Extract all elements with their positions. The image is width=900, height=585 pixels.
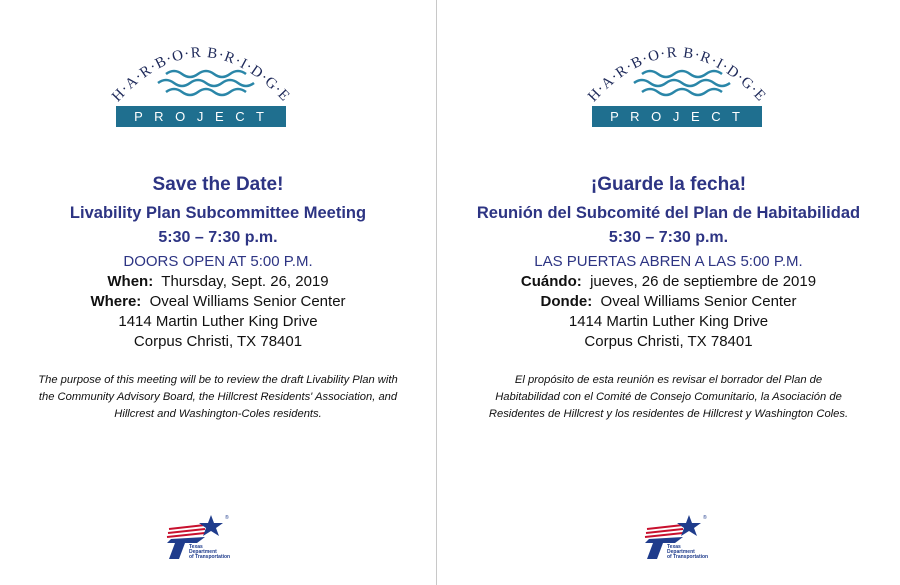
where-line [437, 292, 900, 312]
svg-text:H·A·R·B·O·R B·R·I·D·G·E [109, 45, 293, 105]
address-line-2: Corpus Christi, TX 78401 [584, 333, 753, 350]
meeting-purpose: The purpose of this meeting will be to review the draft Livability Plan with the Community Advisory Board, the Hillcrest Residents' Association, and Hillcrest and Washington-Coles residents. [38, 374, 398, 420]
logo-band-text: P R O J E C T [610, 109, 744, 124]
page-title: Save the Date! [152, 174, 284, 195]
logo-arc-text: H·A·R·B·O·R B·R·I·D·G·E [109, 44, 293, 105]
svg-text:Texas: Texas [189, 544, 203, 550]
doors-open-notice: LAS PUERTAS ABREN A LAS 5:00 P.M. [534, 253, 803, 270]
when-value: Thursday, Sept. 26, 2019 [161, 273, 329, 290]
page-title: ¡Guarde la fecha! [590, 174, 747, 195]
meeting-purpose: El propósito de esta reunión es revisar el borrador del Plan de Habitabilidad con el Comité de Consejo Comunitario, la Asociación de Residentes de Hillcrest y los residentes de Hillcrest y Washington Coles. [488, 374, 849, 420]
where-label: Where: [90, 293, 142, 310]
meeting-time: 5:30 – 7:30 p.m. [158, 229, 278, 246]
when-value: jueves, 26 de septiembre de 2019 [590, 273, 817, 290]
svg-text:®: ® [703, 515, 707, 521]
when-label: When: [107, 273, 154, 290]
svg-text:®: ® [225, 515, 229, 521]
svg-text:of Transportation: of Transportation [189, 554, 231, 560]
where-value: Oveal Williams Senior Center [600, 293, 797, 310]
meeting-name: Livability Plan Subcommittee Meeting [69, 204, 367, 222]
harbor-bridge-project-logo [582, 30, 772, 130]
txdot-logo [643, 513, 715, 561]
harbor-bridge-project-logo [106, 30, 296, 130]
where-label: Donde: [540, 293, 593, 310]
english-event-details [0, 173, 436, 423]
logo-band-text: P R O J E C T [134, 109, 268, 124]
address-line-1: 1414 Martin Luther King Drive [118, 313, 318, 330]
address-line-1: 1414 Martin Luther King Drive [568, 313, 769, 330]
svg-text:Department: Department [667, 549, 695, 555]
svg-text:Department: Department [189, 549, 217, 555]
logo-arc-text: H·A·R·B·O·R B·R·I·D·G·E [585, 44, 769, 105]
address-line-2: Corpus Christi, TX 78401 [133, 333, 303, 350]
when-line [437, 272, 900, 292]
flyer-english [0, 0, 436, 585]
where-line [0, 292, 436, 312]
doors-open-notice: DOORS OPEN AT 5:00 P.M. [123, 253, 313, 270]
when-label: Cuándo: [520, 273, 582, 290]
spanish-event-details [437, 173, 900, 423]
txdot-logo [165, 513, 237, 561]
flyer-spanish [437, 0, 900, 585]
when-line [0, 272, 436, 292]
meeting-name: Reunión del Subcomité del Plan de Habitabilidad [476, 204, 861, 222]
where-value: Oveal Williams Senior Center [149, 293, 346, 310]
meeting-time: 5:30 – 7:30 p.m. [608, 229, 729, 246]
svg-text:H·A·R·B·O·R B·R·I·D·G·E [585, 45, 769, 105]
svg-text:of Transportation: of Transportation [667, 554, 709, 560]
svg-text:Texas: Texas [667, 544, 681, 550]
